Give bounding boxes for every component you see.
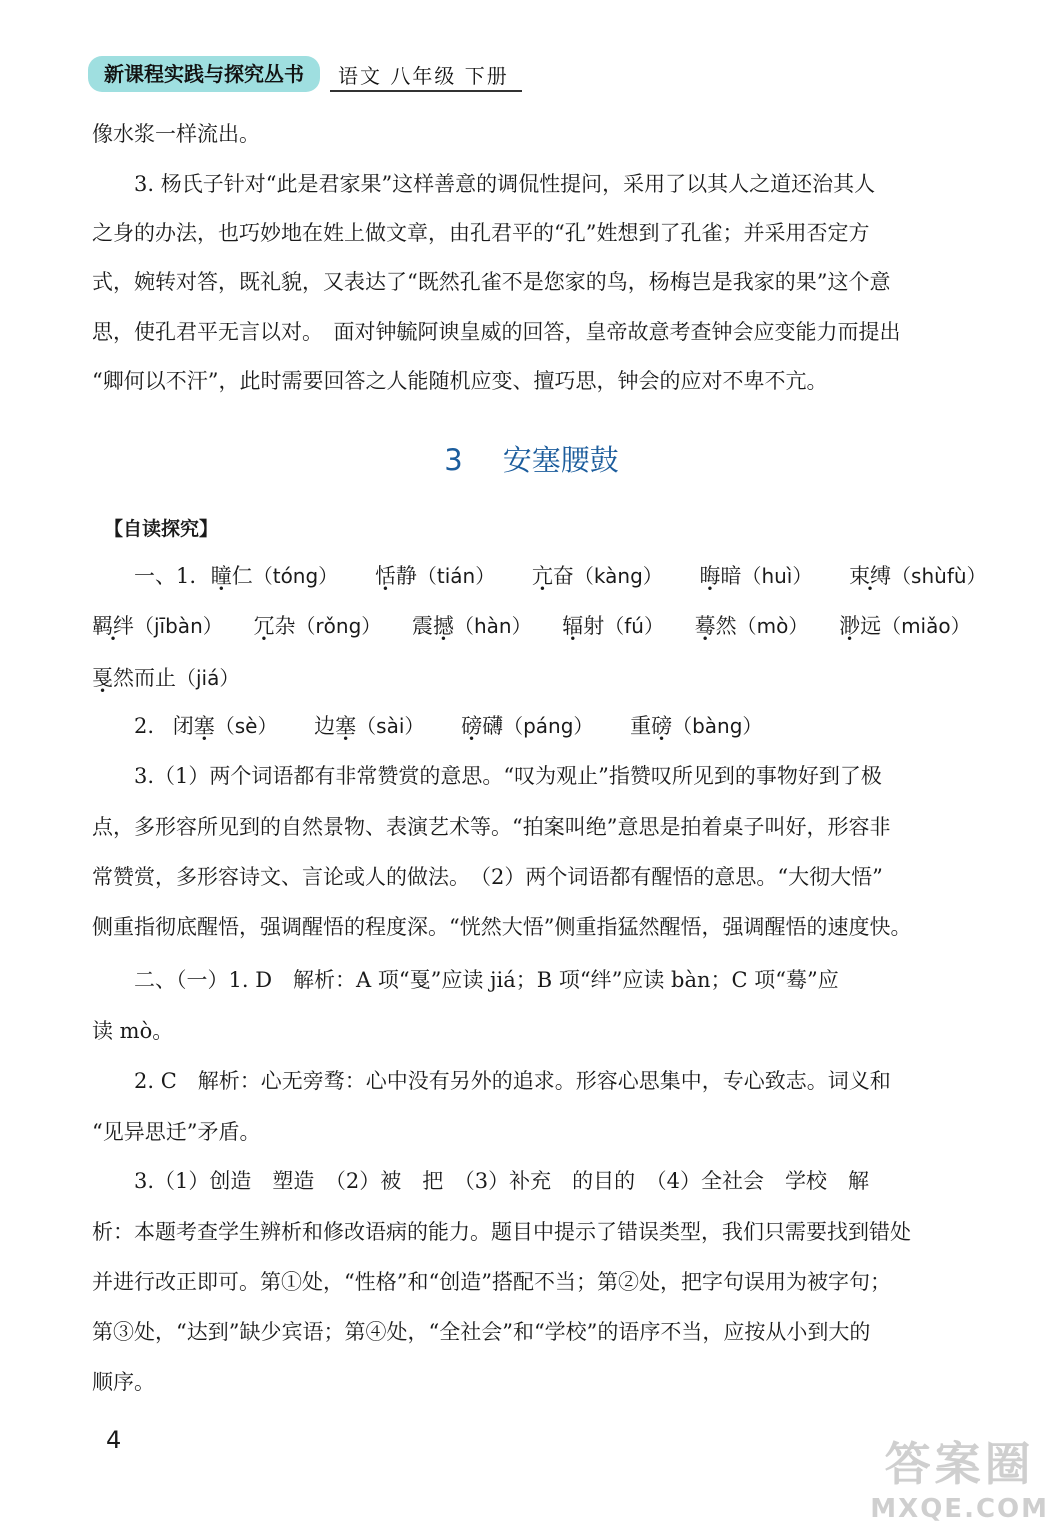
pinyin-item: 冗杂（rǒng） <box>253 614 382 638</box>
text-line: 并进行改正即可。第①处，“性格”和“创造”搭配不当；第②处，把字句误用为被字句； <box>92 1270 891 1294</box>
pinyin-item: 边塞（sài） <box>314 714 425 738</box>
pinyin-item: 渺远（miǎo） <box>839 614 971 638</box>
q2-prefix: 2. <box>134 714 155 738</box>
series-badge: 新课程实践与探究丛书 <box>88 56 320 92</box>
text-line: 像水浆一样流出。 <box>92 122 260 146</box>
subject-label: 语文 八年级 下册 <box>330 63 522 92</box>
text-line: 常赞赏，多形容诗文、言论或人的做法。 （2）两个词语都有醒悟的意思。“大彻大悟” <box>92 865 883 889</box>
pinyin-item: 磅礴（páng） <box>461 714 594 738</box>
text-line: 式，婉转对答，既礼貌，又表达了“既然孔雀不是您家的鸟，杨梅岂是我家的果”这个意 <box>92 270 891 294</box>
text-line: 之身的办法，也巧妙地在姓上做文章，由孔君平的“孔”姓想到了孔雀；并采用否定方 <box>92 221 870 245</box>
text-line: 3.（1）创造 塑造 （2）被 把 （3）补充 的目的 （4）全社会 学校 解 <box>134 1169 869 1193</box>
text-line: 侧重指彻底醒悟，强调醒悟的程度深。“恍然大悟”侧重指猛然醒悟，强调醒悟的速度快。 <box>92 915 912 939</box>
pinyin-item: 恬静（tián） <box>374 564 496 588</box>
text-line: 读 mò。 <box>92 1019 174 1043</box>
text-line: 点，多形容所见到的自然景物、表演艺术等。“拍案叫绝”意思是拍着桌子叫好，形容非 <box>92 815 891 839</box>
watermark <box>870 1428 1049 1524</box>
text-line: 3. 杨氏子针对“此是君家果”这样善意的调侃性提问，采用了以其人之道还治其人 <box>134 172 876 196</box>
q1-row1 <box>134 562 987 591</box>
q1-row3 <box>92 664 269 693</box>
q1-row2 <box>92 612 971 641</box>
pinyin-item: 亢奋（kàng） <box>531 564 663 588</box>
lesson-title <box>0 438 1063 479</box>
text-line: 2. C 解析：心无旁骛：心中没有另外的追求。形容心思集中，专心致志。词义和 <box>134 1069 891 1093</box>
pinyin-item: 戛然而止（jiá） <box>92 666 240 690</box>
pinyin-item: 束缚（shùfù） <box>849 564 987 588</box>
lesson-number: 3 <box>444 443 463 477</box>
pinyin-item: 震撼（hàn） <box>411 614 532 638</box>
text-line: 3.（1）两个词语都有非常赞赏的意思。“叹为观止”指赞叹所见到的事物好到了极 <box>134 764 882 788</box>
text-line: 思，使孔君平无言以对。 面对钟毓阿谀皇威的回答，皇帝故意考查钟会应变能力而提出 <box>92 320 901 344</box>
q2-row <box>134 712 792 741</box>
pinyin-item: 羁绊（jībàn） <box>92 614 223 638</box>
text-line: 第③处，“达到”缺少宾语；第④处，“全社会”和“学校”的语序不当，应按从小到大的 <box>92 1320 871 1344</box>
watermark-url: MXQE.COM <box>870 1494 1049 1524</box>
text-line: 顺序。 <box>92 1370 155 1394</box>
pinyin-item: 辐射（fú） <box>562 614 664 638</box>
page-number: 4 <box>106 1426 122 1454</box>
pinyin-item: 闭塞（sè） <box>172 714 278 738</box>
watermark-logo: 答案圈 <box>884 1437 1035 1491</box>
q1-prefix: 一、1. <box>134 564 197 588</box>
pinyin-item: 重磅（bàng） <box>630 714 763 738</box>
text-line: “卿何以不汗”，此时需要回答之人能随机应变、擅巧思，钟会的应对不卑不亢。 <box>92 369 828 393</box>
text-line: “见异思迁”矛盾。 <box>92 1120 261 1144</box>
page-header <box>88 56 522 92</box>
section-heading: 【自读探究】 <box>104 518 219 540</box>
pinyin-item: 晦暗（huì） <box>699 564 813 588</box>
pinyin-item: 蓦然（mò） <box>694 614 809 638</box>
text-line: 二、（一）1. D 解析：A 项“戛”应读 jiá；B 项“绊”应读 bàn；C 项“蓦”应 <box>134 968 839 992</box>
lesson-name: 安塞腰鼓 <box>502 443 619 477</box>
pinyin-item: 瞳仁（tóng） <box>210 564 339 588</box>
text-line: 析：本题考查学生辨析和修改语病的能力。题目中提示了错误类型，我们只需要找到错处 <box>92 1220 911 1244</box>
